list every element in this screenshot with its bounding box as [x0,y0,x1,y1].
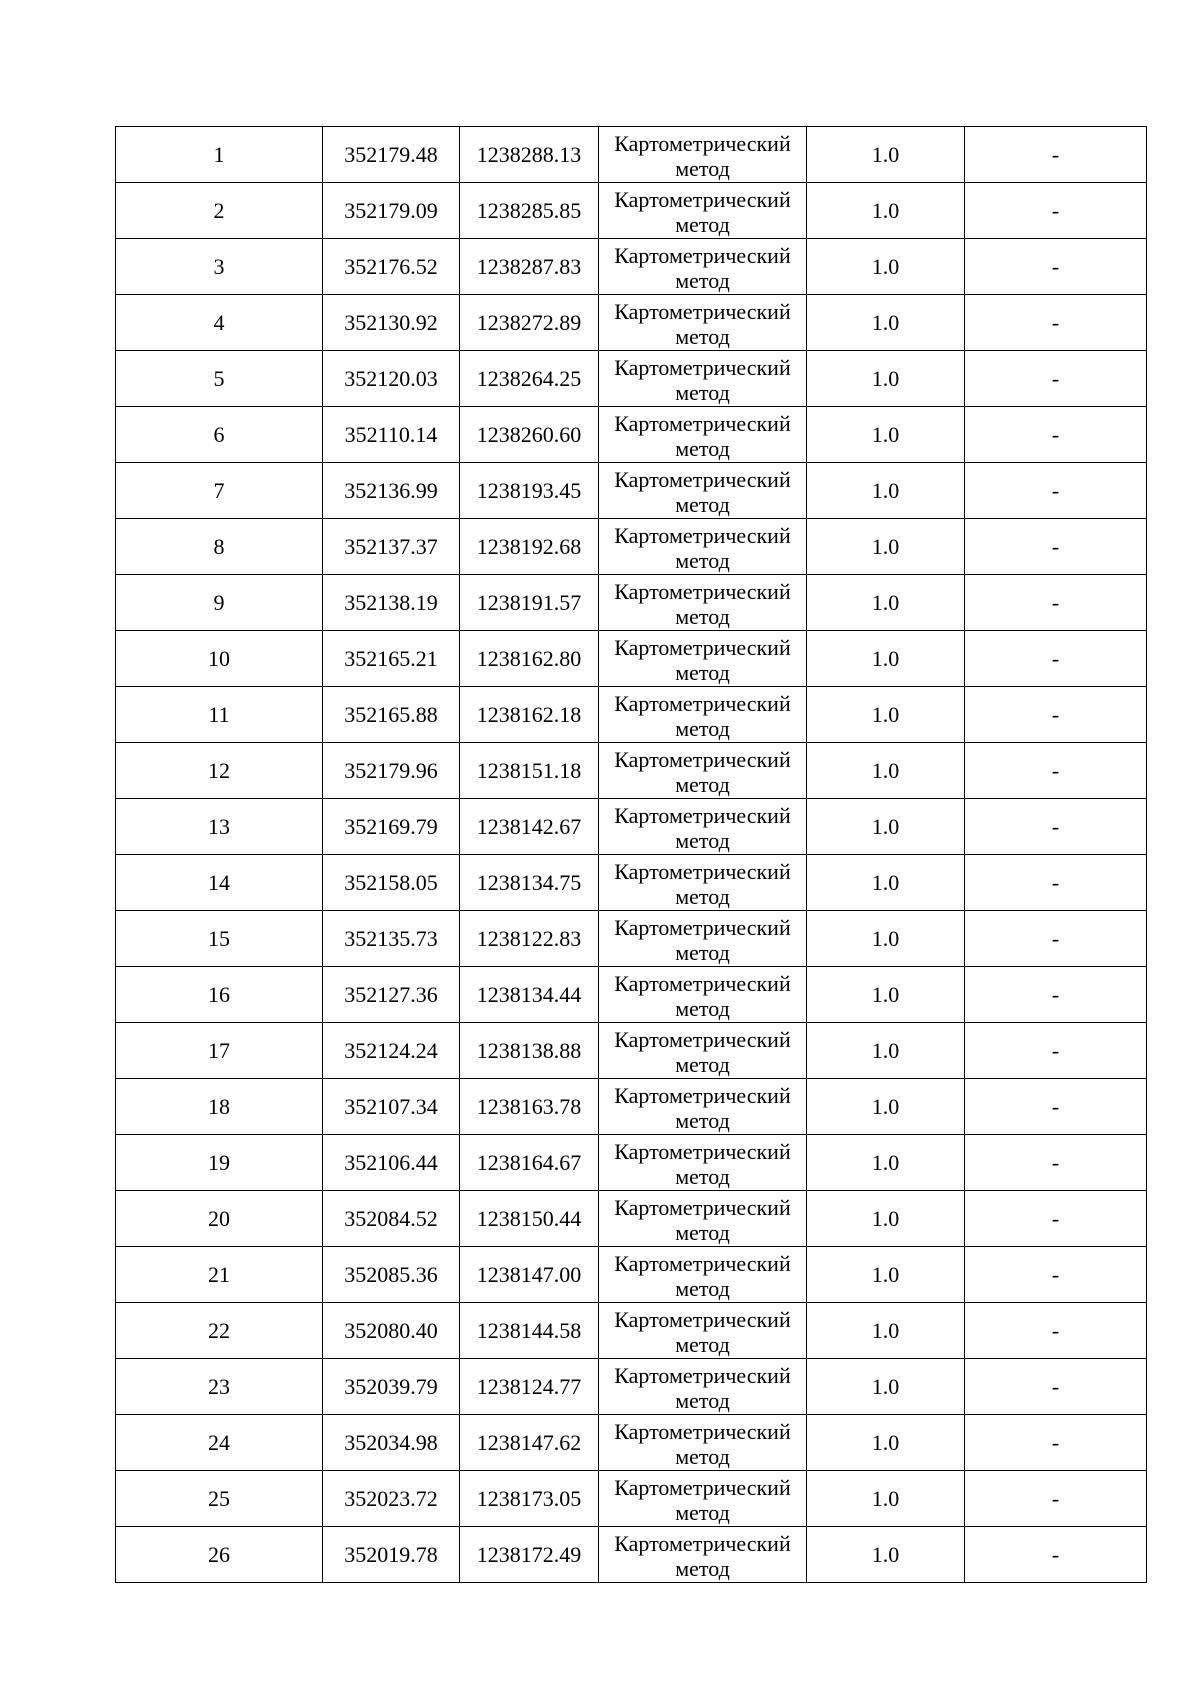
y-coordinate-cell: 1238172.49 [460,1527,599,1583]
point-number-cell: 9 [116,575,323,631]
method-cell [599,1359,807,1415]
description-cell: - [965,407,1147,463]
description-cell: - [965,687,1147,743]
table-row [116,183,1147,239]
method-label-line2: метод [675,267,730,293]
point-number-cell: 14 [116,855,323,911]
x-coordinate-cell: 352165.88 [323,687,460,743]
description-cell: - [965,1359,1147,1415]
description-cell: - [965,1135,1147,1191]
method-label-line2: метод [675,883,730,909]
method-label-line1: Картометрический [614,1418,791,1444]
point-number-cell: 12 [116,743,323,799]
method-label-line2: метод [675,1107,730,1133]
y-coordinate-cell: 1238191.57 [460,575,599,631]
table-row [116,1415,1147,1471]
method-cell [599,967,807,1023]
method-label-line2: метод [675,659,730,685]
method-label-line1: Картометрический [614,522,791,548]
y-coordinate-cell: 1238122.83 [460,911,599,967]
method-label-line2: метод [675,1051,730,1077]
x-coordinate-cell: 352165.21 [323,631,460,687]
point-number-cell: 15 [116,911,323,967]
y-coordinate-cell: 1238162.80 [460,631,599,687]
method-cell [599,1527,807,1583]
point-number-cell: 25 [116,1471,323,1527]
description-cell: - [965,1303,1147,1359]
method-cell [599,1079,807,1135]
point-number-cell: 23 [116,1359,323,1415]
x-coordinate-cell: 352169.79 [323,799,460,855]
description-cell: - [965,967,1147,1023]
y-coordinate-cell: 1238164.67 [460,1135,599,1191]
accuracy-cell: 1.0 [807,239,965,295]
method-cell [599,743,807,799]
method-label-line1: Картометрический [614,242,791,268]
x-coordinate-cell: 352179.09 [323,183,460,239]
table-row [116,1135,1147,1191]
y-coordinate-cell: 1238260.60 [460,407,599,463]
table-row [116,575,1147,631]
x-coordinate-cell: 352136.99 [323,463,460,519]
y-coordinate-cell: 1238147.62 [460,1415,599,1471]
accuracy-cell: 1.0 [807,1135,965,1191]
x-coordinate-cell: 352130.92 [323,295,460,351]
method-cell [599,127,807,183]
method-cell [599,1303,807,1359]
description-cell: - [965,183,1147,239]
method-label-line1: Картометрический [614,186,791,212]
coordinates-table-body [116,127,1147,1583]
y-coordinate-cell: 1238134.44 [460,967,599,1023]
point-number-cell: 7 [116,463,323,519]
method-label-line2: метод [675,323,730,349]
method-label-line2: метод [675,1275,730,1301]
method-cell [599,575,807,631]
x-coordinate-cell: 352179.48 [323,127,460,183]
accuracy-cell: 1.0 [807,743,965,799]
y-coordinate-cell: 1238173.05 [460,1471,599,1527]
x-coordinate-cell: 352179.96 [323,743,460,799]
x-coordinate-cell: 352019.78 [323,1527,460,1583]
accuracy-cell: 1.0 [807,687,965,743]
description-cell: - [965,911,1147,967]
method-label-line1: Картометрический [614,914,791,940]
method-label-line2: метод [675,995,730,1021]
description-cell: - [965,631,1147,687]
x-coordinate-cell: 352106.44 [323,1135,460,1191]
accuracy-cell: 1.0 [807,519,965,575]
method-cell [599,1247,807,1303]
accuracy-cell: 1.0 [807,967,965,1023]
accuracy-cell: 1.0 [807,1023,965,1079]
point-number-cell: 5 [116,351,323,407]
x-coordinate-cell: 352158.05 [323,855,460,911]
accuracy-cell: 1.0 [807,1359,965,1415]
method-label-line1: Картометрический [614,634,791,660]
y-coordinate-cell: 1238163.78 [460,1079,599,1135]
y-coordinate-cell: 1238134.75 [460,855,599,911]
accuracy-cell: 1.0 [807,911,965,967]
description-cell: - [965,463,1147,519]
table-row [116,1023,1147,1079]
method-cell [599,687,807,743]
x-coordinate-cell: 352124.24 [323,1023,460,1079]
point-number-cell: 6 [116,407,323,463]
method-label-line1: Картометрический [614,354,791,380]
accuracy-cell: 1.0 [807,799,965,855]
y-coordinate-cell: 1238151.18 [460,743,599,799]
x-coordinate-cell: 352127.36 [323,967,460,1023]
y-coordinate-cell: 1238150.44 [460,1191,599,1247]
x-coordinate-cell: 352085.36 [323,1247,460,1303]
point-number-cell: 16 [116,967,323,1023]
x-coordinate-cell: 352034.98 [323,1415,460,1471]
method-label-line1: Картометрический [614,1474,791,1500]
method-label-line2: метод [675,435,730,461]
x-coordinate-cell: 352137.37 [323,519,460,575]
method-label-line1: Картометрический [614,1362,791,1388]
table-row [116,519,1147,575]
accuracy-cell: 1.0 [807,351,965,407]
point-number-cell: 17 [116,1023,323,1079]
method-label-line2: метод [675,1387,730,1413]
x-coordinate-cell: 352110.14 [323,407,460,463]
method-label-line1: Картометрический [614,410,791,436]
accuracy-cell: 1.0 [807,127,965,183]
table-row [116,855,1147,911]
description-cell: - [965,239,1147,295]
y-coordinate-cell: 1238147.00 [460,1247,599,1303]
method-label-line2: метод [675,379,730,405]
accuracy-cell: 1.0 [807,407,965,463]
method-label-line1: Картометрический [614,298,791,324]
x-coordinate-cell: 352023.72 [323,1471,460,1527]
method-cell [599,1415,807,1471]
table-row [116,463,1147,519]
method-label-line1: Картометрический [614,1026,791,1052]
y-coordinate-cell: 1238193.45 [460,463,599,519]
y-coordinate-cell: 1238142.67 [460,799,599,855]
method-label-line1: Картометрический [614,1138,791,1164]
method-label-line2: метод [675,827,730,853]
accuracy-cell: 1.0 [807,1191,965,1247]
method-cell [599,463,807,519]
accuracy-cell: 1.0 [807,183,965,239]
y-coordinate-cell: 1238138.88 [460,1023,599,1079]
description-cell: - [965,1471,1147,1527]
table-row [116,127,1147,183]
point-number-cell: 26 [116,1527,323,1583]
table-row [116,239,1147,295]
accuracy-cell: 1.0 [807,855,965,911]
point-number-cell: 3 [116,239,323,295]
method-label-line1: Картометрический [614,1306,791,1332]
table-row [116,743,1147,799]
method-label-line2: метод [675,1499,730,1525]
method-label-line2: метод [675,939,730,965]
method-label-line1: Картометрический [614,466,791,492]
method-cell [599,183,807,239]
point-number-cell: 22 [116,1303,323,1359]
method-label-line2: метод [675,1331,730,1357]
point-number-cell: 4 [116,295,323,351]
method-cell [599,1135,807,1191]
table-row [116,351,1147,407]
table-row [116,1359,1147,1415]
accuracy-cell: 1.0 [807,295,965,351]
method-cell [599,1023,807,1079]
table-row [116,1191,1147,1247]
method-label-line2: метод [675,715,730,741]
point-number-cell: 10 [116,631,323,687]
method-cell [599,1471,807,1527]
method-cell [599,799,807,855]
table-row [116,967,1147,1023]
method-label-line2: метод [675,1219,730,1245]
point-number-cell: 24 [116,1415,323,1471]
method-cell [599,911,807,967]
description-cell: - [965,1247,1147,1303]
method-label-line2: метод [675,1163,730,1189]
x-coordinate-cell: 352176.52 [323,239,460,295]
accuracy-cell: 1.0 [807,631,965,687]
accuracy-cell: 1.0 [807,1471,965,1527]
y-coordinate-cell: 1238264.25 [460,351,599,407]
method-cell [599,631,807,687]
method-cell [599,855,807,911]
accuracy-cell: 1.0 [807,1527,965,1583]
method-cell [599,239,807,295]
method-label-line1: Картометрический [614,746,791,772]
method-label-line2: метод [675,603,730,629]
method-cell [599,407,807,463]
x-coordinate-cell: 352138.19 [323,575,460,631]
description-cell: - [965,1527,1147,1583]
method-label-line2: метод [675,211,730,237]
description-cell: - [965,127,1147,183]
method-label-line2: метод [675,1555,730,1581]
method-label-line1: Картометрический [614,802,791,828]
method-label-line2: метод [675,1443,730,1469]
x-coordinate-cell: 352107.34 [323,1079,460,1135]
method-label-line1: Картометрический [614,858,791,884]
x-coordinate-cell: 352039.79 [323,1359,460,1415]
method-cell [599,519,807,575]
method-cell [599,1191,807,1247]
description-cell: - [965,1023,1147,1079]
table-row [116,1303,1147,1359]
description-cell: - [965,1191,1147,1247]
description-cell: - [965,855,1147,911]
accuracy-cell: 1.0 [807,1415,965,1471]
y-coordinate-cell: 1238192.68 [460,519,599,575]
method-label-line1: Картометрический [614,970,791,996]
point-number-cell: 8 [116,519,323,575]
method-label-line2: метод [675,491,730,517]
method-label-line2: метод [675,547,730,573]
accuracy-cell: 1.0 [807,1079,965,1135]
description-cell: - [965,575,1147,631]
table-row [116,1079,1147,1135]
accuracy-cell: 1.0 [807,1247,965,1303]
y-coordinate-cell: 1238124.77 [460,1359,599,1415]
table-row [116,295,1147,351]
table-row [116,407,1147,463]
table-row [116,687,1147,743]
method-label-line2: метод [675,771,730,797]
point-number-cell: 1 [116,127,323,183]
point-number-cell: 13 [116,799,323,855]
point-number-cell: 2 [116,183,323,239]
x-coordinate-cell: 352080.40 [323,1303,460,1359]
description-cell: - [965,799,1147,855]
method-label-line1: Картометрический [614,130,791,156]
accuracy-cell: 1.0 [807,463,965,519]
y-coordinate-cell: 1238285.85 [460,183,599,239]
method-label-line1: Картометрический [614,690,791,716]
y-coordinate-cell: 1238144.58 [460,1303,599,1359]
accuracy-cell: 1.0 [807,575,965,631]
description-cell: - [965,743,1147,799]
x-coordinate-cell: 352135.73 [323,911,460,967]
table-row [116,799,1147,855]
accuracy-cell: 1.0 [807,1303,965,1359]
point-number-cell: 20 [116,1191,323,1247]
x-coordinate-cell: 352084.52 [323,1191,460,1247]
table-row [116,1471,1147,1527]
y-coordinate-cell: 1238162.18 [460,687,599,743]
method-label-line1: Картометрический [614,1082,791,1108]
description-cell: - [965,1079,1147,1135]
point-number-cell: 21 [116,1247,323,1303]
method-label-line1: Картометрический [614,1530,791,1556]
method-label-line1: Картометрический [614,1194,791,1220]
point-number-cell: 19 [116,1135,323,1191]
y-coordinate-cell: 1238287.83 [460,239,599,295]
method-cell [599,351,807,407]
table-row [116,1527,1147,1583]
table-row [116,631,1147,687]
x-coordinate-cell: 352120.03 [323,351,460,407]
description-cell: - [965,1415,1147,1471]
description-cell: - [965,519,1147,575]
coordinates-table [115,126,1147,1583]
description-cell: - [965,351,1147,407]
method-label-line2: метод [675,155,730,181]
method-label-line1: Картометрический [614,1250,791,1276]
description-cell: - [965,295,1147,351]
point-number-cell: 18 [116,1079,323,1135]
method-label-line1: Картометрический [614,578,791,604]
table-row [116,911,1147,967]
y-coordinate-cell: 1238288.13 [460,127,599,183]
table-row [116,1247,1147,1303]
point-number-cell: 11 [116,687,323,743]
y-coordinate-cell: 1238272.89 [460,295,599,351]
method-cell [599,295,807,351]
